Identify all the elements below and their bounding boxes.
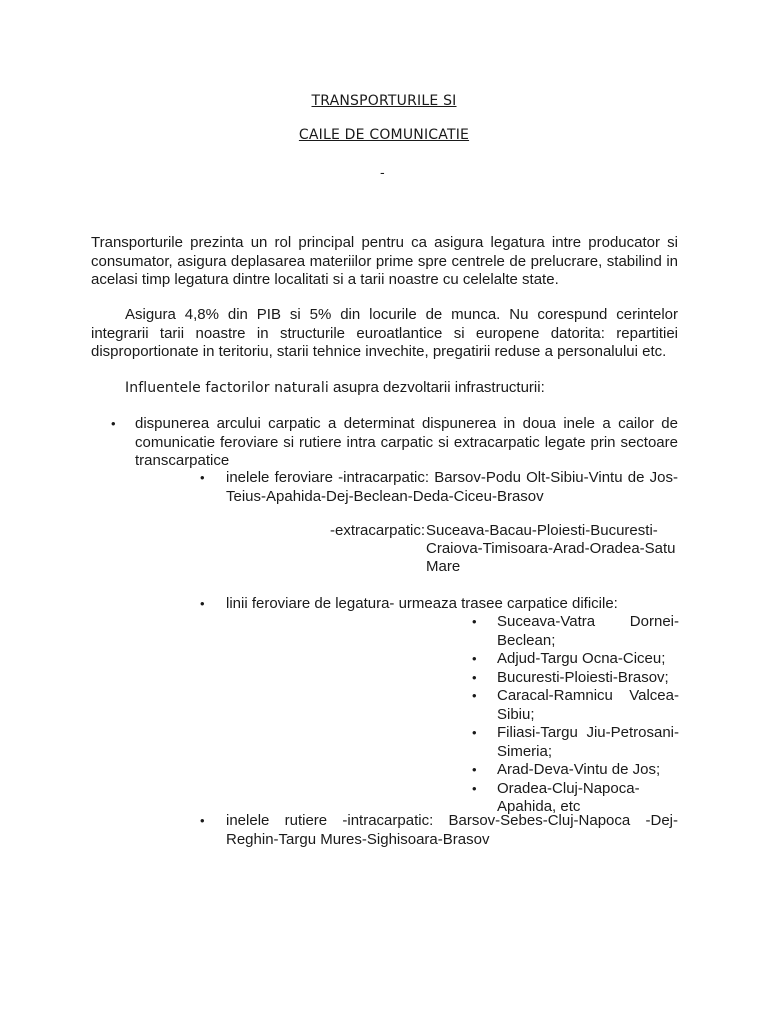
bullet-rail-links-text: linii feroviare de legatura- urmeaza trasee carpatice dificile: <box>226 595 618 612</box>
bullet-road-rings <box>200 812 678 849</box>
route-text: Caracal-Ramnicu Valcea-Sibiu; <box>497 687 679 723</box>
bullet-dot: • <box>200 470 205 485</box>
bullet-carpathian-arc <box>111 415 678 471</box>
route-item <box>472 761 679 780</box>
bullet-dot: • <box>472 669 477 685</box>
bullet-rail-rings-text: inelele feroviare -intracarpatic: Barsov-Podu Olt-Sibiu-Vintu de Jos-Teius-Apahida-Dej-Beclean-Deda-Ciceu-Brasov <box>226 469 678 505</box>
route-text: Bucuresti-Ploiesti-Brasov; <box>497 668 669 686</box>
influence-heading-label: Influentele factorilor naturali <box>125 380 329 396</box>
bullet-dot: • <box>472 780 477 796</box>
paragraph-intro: Transporturile prezinta un rol principal pentru ca asigura legatura intre producator si consumator, asigura deplasarea materiilor prime spre centrele de prelucrare, stabilind in acelasi timp legatura dintre localitati si a tarii noastre cu celelalte state. <box>91 234 678 288</box>
route-list <box>472 613 679 817</box>
bullet-dot: • <box>200 596 205 611</box>
route-text: Adjud-Targu Ocna-Ciceu; <box>497 650 666 667</box>
influence-heading-rest: asupra dezvoltarii infrastructurii: <box>328 379 545 396</box>
bullet-dot: • <box>472 651 477 666</box>
route-item <box>472 687 679 724</box>
route-text: Filiasi-Targu Jiu-Petrosani-Simeria; <box>497 724 679 760</box>
extracarpathic-line-1: Suceava-Bacau-Ploiesti-Bucuresti- <box>426 522 658 539</box>
route-item <box>472 613 679 650</box>
bullet-rail-rings <box>200 469 678 506</box>
extracarpathic-label: -extracarpatic: <box>330 522 426 539</box>
influence-heading <box>125 379 685 398</box>
bullet-dot: • <box>472 614 477 629</box>
bullet-carpathian-arc-text: dispunerea arcului carpatic a determinat dispunerea in doua inele a cailor de comunicatie feroviare si rutiere intra carpatic si extracarpatic legate prin sectoare transcarpatice <box>135 415 678 469</box>
route-item <box>472 650 679 669</box>
route-text: Oradea-Cluj-Napoca-Apahida, etc <box>497 779 640 815</box>
title-line-2: CAILE DE COMUNICATIE <box>298 127 470 143</box>
bullet-dot: • <box>111 416 116 431</box>
bullet-dot: • <box>472 688 477 703</box>
extracarpathic-line-2: Craiova-Timisoara-Arad-Oradea-Satu <box>426 540 676 557</box>
route-text: Suceava-Vatra Dornei-Beclean; <box>497 613 679 649</box>
extracarpathic-line-3: Mare <box>426 558 461 575</box>
route-item <box>472 724 679 761</box>
title-line-1: TRANSPORTURILE SI <box>311 93 457 109</box>
dash-separator: - <box>380 166 385 181</box>
route-item <box>472 779 679 817</box>
route-item <box>472 668 679 688</box>
bullet-dot: • <box>200 813 205 828</box>
bullet-dot: • <box>472 725 477 740</box>
bullet-dot: • <box>472 762 477 777</box>
paragraph-economy: Asigura 4,8% din PIB si 5% din locurile de munca. Nu corespund cerintelor integrarii tarii noastre in structurile euroatlantice si europene datorita: repartitiei disproportionate in teritoriu, starii tehnice invechite, pregatirii reduse a personalului etc. <box>91 306 678 360</box>
bullet-rail-links <box>200 595 678 614</box>
route-text: Arad-Deva-Vintu de Jos; <box>497 761 661 778</box>
bullet-road-rings-text: inelele rutiere -intracarpatic: Barsov-Sebes-Cluj-Napoca -Dej-Reghin-Targu Mures-Sighisoara-Brasov <box>226 812 678 848</box>
